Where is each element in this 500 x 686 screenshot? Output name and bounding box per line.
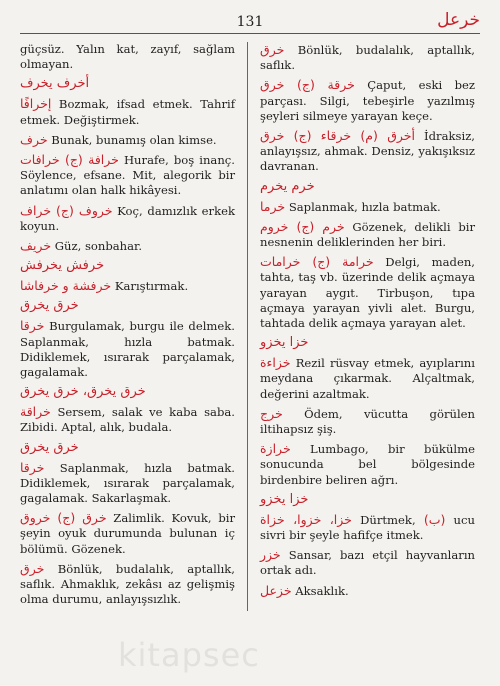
dictionary-entry bbox=[20, 278, 235, 294]
arabic-term: خريف bbox=[20, 238, 52, 254]
definition-text: ucu sivri bir şeyle hafifçe itmek. bbox=[260, 512, 475, 543]
dictionary-entry bbox=[20, 42, 235, 72]
definition-text: Çaput, eski bez parçası. Silgi, tebeşirle yazılmış şeyleri silmeye yarayan keçe. bbox=[260, 78, 475, 123]
arabic-term: خرما bbox=[260, 198, 286, 214]
dictionary-entry bbox=[260, 406, 475, 437]
dictionary-entry bbox=[260, 441, 475, 488]
arabic-term: خرج bbox=[260, 405, 283, 421]
arabic-term: أخرق (م) خرقاء (ج) خرق bbox=[260, 128, 416, 144]
dictionary-entry bbox=[20, 510, 235, 557]
dictionary-entry bbox=[20, 203, 235, 234]
definition-text: Ödem, vücutta görülen iltihapsız şiş. bbox=[260, 406, 475, 437]
header-rule bbox=[20, 33, 480, 34]
verb-headword: خرق يخرق bbox=[20, 439, 79, 455]
definition-text: İdraksiz, anlayışsız, ahmak. Densiz, yakışıksız davranan. bbox=[260, 129, 475, 174]
definition-text: Saplanmak, hızla batmak. bbox=[285, 199, 441, 214]
verb-headword: أخرف يخرف bbox=[20, 76, 90, 92]
dictionary-entry bbox=[20, 404, 235, 435]
verb-headword: خزا يخزو bbox=[260, 335, 309, 351]
arabic-term: خرم (ج) خروم bbox=[260, 218, 345, 234]
arabic-term: خزا، خزوا، خزاة bbox=[260, 511, 352, 527]
arabic-term: خرازة bbox=[260, 441, 291, 457]
dictionary-entry bbox=[20, 460, 235, 507]
arabic-term: خرق bbox=[260, 42, 285, 57]
definition-text: Gözenek, delikli bir nesnenin deliklerinden her biri. bbox=[260, 219, 475, 250]
arabic-term: خزعل bbox=[260, 582, 292, 598]
definition-text: Karıştırmak. bbox=[111, 279, 189, 294]
definition-text: Sansar, bazı etçil hayvanların ortak adı. bbox=[260, 548, 475, 578]
definition-text: Zalimlik. Kovuk, bir şeyin oyuk durumunda bulunan iç bölümü. Gözenek. bbox=[20, 511, 236, 556]
page-header bbox=[20, 10, 480, 34]
watermark: kitapsec bbox=[118, 636, 260, 674]
right-column bbox=[260, 42, 475, 611]
definition-text: Güz, sonbahar. bbox=[51, 239, 143, 254]
dictionary-entry bbox=[20, 96, 235, 127]
arabic-term: خرقة (ج) خرق bbox=[260, 77, 355, 93]
dictionary-entry bbox=[20, 132, 235, 148]
definition-text: Aksaklık. bbox=[291, 583, 349, 598]
dictionary-entry bbox=[260, 77, 475, 124]
arabic-term: خرق bbox=[20, 560, 45, 576]
arabic-term: إخرافًا bbox=[20, 96, 52, 112]
arabic-term: خرافة (ج) خرافات bbox=[20, 152, 119, 168]
definition-text: Saplanmak, hızla batmak. Didiklemek, ısırarak parçalamak, gagalamak. Sakarlaşmak. bbox=[20, 460, 235, 506]
dictionary-entry bbox=[260, 512, 475, 543]
arabic-term: خزاءة bbox=[260, 355, 291, 371]
arabic-term: (ب) bbox=[423, 511, 446, 527]
column-divider bbox=[247, 42, 248, 611]
columns bbox=[20, 42, 480, 611]
dictionary-entry bbox=[20, 318, 235, 380]
left-column bbox=[20, 42, 235, 611]
arabic-term: خرق (ج) خروق bbox=[20, 510, 107, 526]
dictionary-entry bbox=[260, 199, 475, 215]
arabic-term: خرف bbox=[20, 131, 48, 147]
verb-headword: خرم يخرم bbox=[260, 178, 315, 194]
definition-text: Bozmak, ifsad etmek. Tahrif etmek. Değiştirmek. bbox=[20, 97, 235, 127]
dictionary-entry bbox=[260, 254, 475, 331]
arabic-term: خرقا bbox=[20, 318, 45, 334]
verb-headword: خرق يخرق، خرق يخرق bbox=[20, 384, 146, 400]
definition-text: Burgulamak, burgu ile delmek. Saplanmak, hızla batmak. Didiklemek, ısırarak parçalamak, gagalamak. bbox=[20, 319, 235, 380]
definition-text: güçsüz. Yalın kat, zayıf, sağlam olmayan. bbox=[20, 42, 235, 72]
definition-text: Bönlük, budalalık, aptallık, saflık. bbox=[260, 43, 475, 73]
verb-headword: خرق يخرق bbox=[20, 298, 79, 314]
definition-text: Bunak, bunamış olan kimse. bbox=[47, 132, 217, 147]
dictionary-entry bbox=[260, 583, 475, 599]
dictionary-entry bbox=[260, 128, 475, 175]
arabic-term: خرامة (ج) خرامات bbox=[260, 254, 374, 270]
arabic-term: خرفشة و خرفاشا bbox=[20, 278, 112, 294]
definition-text: Dürtmek, bbox=[351, 512, 424, 527]
dictionary-entry bbox=[20, 561, 235, 608]
definition-text: Delgi, maden, tahta, taş vb. üzerinde delik açmaya yarayan aygıt. Tirbuşon, tıpa açmaya yarayan yivli alet. Burgu, tahtada delik açmaya yarayan alet. bbox=[260, 255, 475, 331]
definition-text: Lumbago, bir bükülme sonucunda bel bölgesinde birdenbire beliren ağrı. bbox=[260, 442, 475, 487]
dictionary-entry bbox=[260, 219, 475, 250]
dictionary-entry bbox=[20, 152, 235, 199]
verb-headword: خرفش يخرفش bbox=[20, 258, 105, 274]
arabic-term: خروف (ج) خراف bbox=[20, 202, 113, 218]
definition-text: Hurafe, boş inanç. Söylence, efsane. Mit, alegorik bir anlatımı olan halk hikâyesi. bbox=[20, 153, 235, 198]
dictionary-entry bbox=[260, 42, 475, 73]
arabic-term: خزر bbox=[260, 547, 281, 563]
running-head: خرعل bbox=[437, 10, 480, 30]
arabic-term: خرقا bbox=[20, 459, 45, 475]
definition-text: Bönlük, budalalık, aptallık, saflık. Ahmaklık, zekâsı az gelişmiş olma durumu, anlayışsızlık. bbox=[20, 561, 235, 607]
arabic-term: خراقة bbox=[20, 404, 51, 420]
definition-text: Rezil rüsvay etmek, ayıplarını meydana çıkarmak. Alçaltmak, değerini azaltmak. bbox=[260, 356, 475, 401]
dictionary-entry bbox=[260, 355, 475, 402]
dictionary-entry bbox=[20, 238, 235, 254]
definition-text: Koç, damızlık erkek koyun. bbox=[20, 203, 235, 233]
verb-headword: خزا يخزو bbox=[260, 491, 309, 507]
definition-text: Sersem, salak ve kaba saba. Zibidi. Aptal, alık, budala. bbox=[20, 405, 235, 435]
page-number: 131 bbox=[236, 14, 264, 30]
dictionary-entry bbox=[260, 547, 475, 578]
